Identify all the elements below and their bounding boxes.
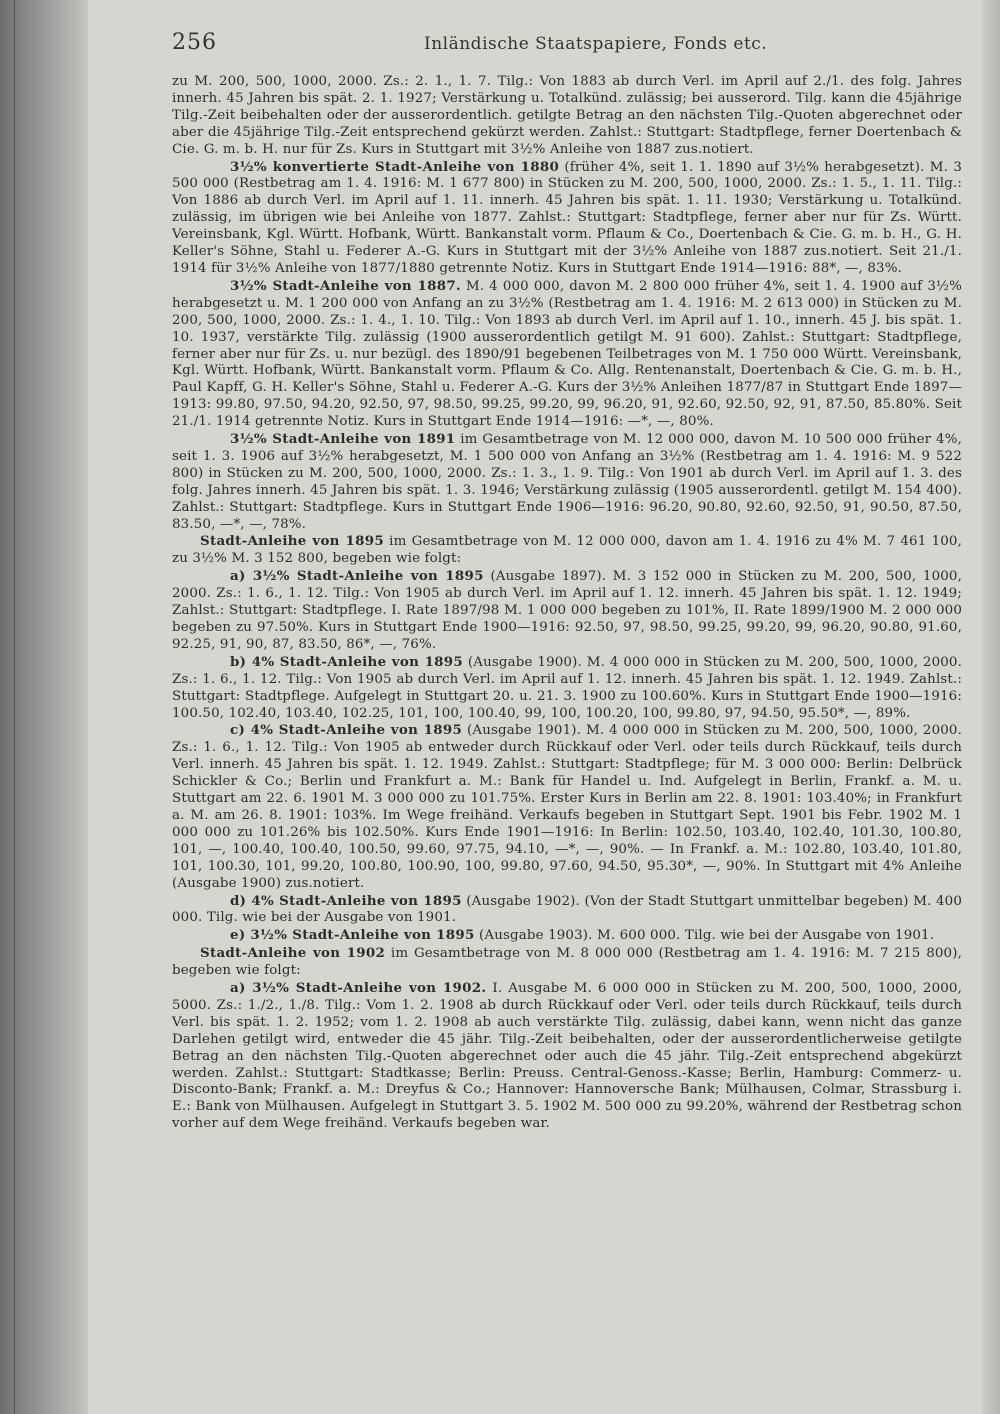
running-header: [172, 30, 952, 60]
paragraph-loan-1895-e: [172, 927, 962, 945]
paragraph-text: M. 4 000 000, davon M. 2 800 000 früher 4%, seit 1. 4. 1900 auf 3½% herabgesetzt u. M. 1 200 000 von Anfang an zu 3½% (Restbetrag am 1. 4. 1916: M. 2 613 000) in Stücken zu M. 200, 500, 1000, 2000. Zs.: 1. 4., 1. 10. Tilg.: Von 1893 ab durch Verl. im April auf 1. 10., innerh. 45 J. bis spät. 1. 10. 1937, verstärkte Tilg. zulässig (1900 ausserordentlich getilgt M. 91 600). Zahlst.: Stuttgart: Stadtpflege, ferner aber nur für Zs. u. nur bezügl. des 1890/91 begebenen Teilbetrages von M. 1 750 000 Württ. Vereinsbank, Kgl. Württ. Hofbank, Württ. Bankanstalt vorm. Pflaum & Co. Allg. Rentenanstalt, Doertenbach & Cie. G. m. b. H., Paul Kapff, G. H. Keller's Söhne, Stahl u. Federer A.-G. Kurs der 3½% Anleihen 1877/87 in Stuttgart Ende 1897—1913: 99.80, 97.50, 94.20, 92.50, 97, 98.50, 99.25, 99.20, 99, 96.20, 91, 92.60, 92.50, 92, 91, 87.50, 85.80%. Seit 21./1. 1914 getrennte Notiz. Kurs in Stuttgart Ende 1914—1916: —*, —, 80%.: [172, 278, 962, 430]
running-title: Inländische Staatspapiere, Fonds etc.: [424, 34, 768, 54]
page-number: 256: [172, 30, 217, 55]
paragraph-heading: b) 4% Stadt-Anleihe von 1895: [230, 653, 464, 670]
paragraph-loan-1887: [172, 278, 962, 431]
paragraph-text: zu M. 200, 500, 1000, 2000. Zs.: 2. 1., 1. 7. Tilg.: Von 1883 ab durch Verl. im April auf 2./1. des folg. Jahres innerh. 45 Jahren bis spät. 2. 1. 1927; Verstärkung u. Totalkünd. zulässig; bei ausserord. Tilg. kann die 45jährige Tilg.-Zeit beibehalten oder der ausserordentlich. getilgte Betrag an den nächsten Tilg.-Quoten abgerechnet oder aber die 45jährige Tilg.-Zeit entsprechend gekürzt werden. Zahlst.: Stuttgart: Stadtpflege, ferner Doertenbach & Cie. G. m. b. H. nur für Zs. Kurs in Stuttgart mit 3½% Anleihe von 1887 zus.notiert.: [172, 74, 962, 157]
paragraph-heading: 3½% konvertierte Stadt-Anleihe von 1880: [230, 158, 560, 175]
paragraph-heading: Stadt-Anleihe von 1895: [200, 533, 384, 550]
paragraph-text: (Ausgabe 1900). M. 4 000 000 in Stücken zu M. 200, 500, 1000, 2000. Zs.: 1. 6., 1. 12. Tilg.: Von 1905 ab durch Verl. im April auf 1. 12. innerh. 45 Jahren bis spät. 1. 12. 1949. Zahlst.: Stuttgart: Stadtpflege. Aufgelegt in Stuttgart 20. u. 21. 3. 1900 zu 100.60%. Kurs in Stuttgart Ende 1900—1916: 100.50, 102.40, 103.40, 102.25, 101, 100, 100.40, 99, 100, 100.20, 100, 99.80, 97, 94.50, 95.50*, —, 89%.: [172, 654, 963, 721]
paragraph-text: (Ausgabe 1903). M. 600 000. Tilg. wie bei der Ausgabe von 1901.: [474, 928, 935, 944]
paragraph-loan-1895-d: [172, 893, 962, 928]
paragraph-loan-1891: [172, 431, 962, 533]
paragraph-heading: d) 4% Stadt-Anleihe von 1895: [230, 892, 462, 909]
page-edge: [982, 0, 1000, 1414]
paragraph-text: I. Ausgabe M. 6 000 000 in Stücken zu M. 200, 500, 1000, 2000, 5000. Zs.: 1./2., 1./8. Tilg.: Vom 1. 2. 1908 ab durch Rückkauf oder Verl. oder teils durch Rückkauf, teils durch Verl. bis spät. 1. 2. 1952; vom 1. 2. 1908 ab auch verstärkte Tilg. zulässig, dabei kann, wenn nicht das ganze Darlehen getilgt wird, entweder die 45 jähr. Tilg.-Zeit beibehalten, oder der ausserordentlicherweise getilgte Betrag an den nächsten Tilg.-Quoten abgerechnet oder auch die 45 jähr. Tilg.-Zeit entsprechend abgekürzt werden. Zahlst.: Stuttgart: Stadtkasse; Berlin: Preuss. Central-Genoss.-Kasse; Berlin, Hamburg: Commerz- u. Disconto-Bank; Frankf. a. M.: Dreyfus & Co.; Hannover: Hannoversche Bank; Mülhausen, Colmar, Strassburg i. E.: Bank von Mülhausen. Aufgelegt in Stuttgart 3. 5. 1902 M. 500 000 zu 99.20%, während der Restbetrag schon vorher auf dem Wege freihänd. Verkaufs begeben war.: [172, 981, 962, 1132]
paragraph-loan-1902: [172, 945, 962, 980]
paragraph-heading: Stadt-Anleihe von 1902: [200, 945, 386, 962]
paragraph-heading: a) 3½% Stadt-Anleihe von 1902.: [230, 980, 487, 997]
paragraph-loan-1895-a: [172, 568, 962, 654]
paragraph-text: im Gesamtbetrage von M. 12 000 000, davon M. 10 500 000 früher 4%, seit 1. 3. 1906 auf 3½% herabgesetzt, M. 1 500 000 von Anfang an 3½% (Restbetrag am 1. 4. 1916: M. 9 522 800) in Stücken zu M. 200, 500, 1000, 2000. Zs.: 1. 3., 1. 9. Tilg.: Von 1901 ab durch Verl. im April auf 1. 3. des folg. Jahres innerh. 45 Jahren bis spät. 1. 3. 1946; Verstärkung zulässig (1905 ausserordentl. getilgt M. 154 400). Zahlst.: Stuttgart: Stadtpflege. Kurs in Stuttgart Ende 1906—1916: 96.20, 90.80, 92.60, 92.50, 91, 90.50, 87.50, 83.50, —*, —, 78%.: [172, 432, 962, 532]
paragraph-heading: 3½% Stadt-Anleihe von 1887.: [230, 277, 461, 294]
paragraph-loan-1895-b: [172, 654, 962, 723]
paragraph-loan-1880: [172, 159, 962, 278]
book-gutter-shadow: [0, 0, 88, 1414]
paragraph-loan-1902-a: [172, 980, 962, 1133]
paragraph-text: (früher 4%, seit 1. 1. 1890 auf 3½% herabgesetzt). M. 3 500 000 (Restbetrag am 1. 4. 1916: M. 1 677 800) in Stücken zu M. 200, 500, 1000, 2000. Zs.: 1. 5., 1. 11. Tilg.: Von 1886 ab durch Verl. im April auf 1. 11. innerh. 45 Jahren bis spät. 1. 11. 1930; Verstärkung u. Totalkünd. zulässig, im übrigen wie bei Anleihe von 1877. Zahlst.: Stuttgart: Stadtpflege, ferner aber nur für Zs. Württ. Vereinsbank, Kgl. Württ. Hofbank, Württ. Bankanstalt vorm. Pflaum & Co., Doertenbach & Cie. G. m. b. H., G. H. Keller's Söhne, Stahl u. Federer A.-G. Kurs in Stuttgart mit der 3½% Anleihe von 1887 zus.notiert. Seit 21./1. 1914 für 3½% Anleihe von 1877/1880 getrennte Notiz. Kurs in Stuttgart Ende 1914—1916: 88*, —, 83%.: [172, 159, 962, 276]
paragraph-heading: a) 3½% Stadt-Anleihe von 1895: [230, 568, 484, 585]
paragraph-text: im Gesamtbetrage von M. 8 000 000 (Restbetrag am 1. 4. 1916: M. 7 215 800), begeben wie folgt:: [172, 946, 962, 979]
paragraph-loan-1895-c: [172, 722, 962, 892]
body-text: [172, 74, 962, 1133]
paragraph-loan-1895: [172, 533, 962, 568]
paragraph-text: (Ausgabe 1901). M. 4 000 000 in Stücken zu M. 200, 500, 1000, 2000. Zs.: 1. 6., 1. 12. Tilg.: Von 1905 ab entweder durch Rückkauf oder Verl. oder teils durch Rückkauf, teils durch Verl. innerh. 45 Jahren bis spät. 1. 12. 1949. Zahlst.: Stuttgart: Stadtpflege; für M. 3 000 000: Berlin: Delbrück Schickler & Co.; Berlin und Frankfurt a. M.: Bank für Handel u. Ind. Aufgelegt in Berlin, Frankf. a. M. u. Stuttgart am 22. 6. 1901 M. 3 000 000 zu 101.75%. Erster Kurs in Berlin am 22. 8. 1901: 103.40%; in Frankfurt a. M. am 26. 8. 1901: 103%. Im Wege freihänd. Verkaufs begeben in Stuttgart Sept. 1901 bis Febr. 1902 M. 1 000 000 zu 101.26% bis 102.50%. Kurs Ende 1901—1916: In Berlin: 102.50, 103.40, 102.40, 101.30, 100.80, 101, —, 100.40, 100.40, 100.50, 99.60, 97.75, 94.10, —*, —, 90%. — In Frankf. a. M.: 102.80, 103.40, 101.80, 101, 100.30, 101, 99.20, 100.80, 100.90, 100, 99.80, 97.60, 94.50, 95.30*, —, 90%. In Stuttgart mit 4% Anleihe (Ausgabe 1900) zus.notiert.: [172, 723, 962, 891]
paragraph-loan-1877-cont: [172, 74, 962, 159]
paragraph-text: (Ausgabe 1902). (Von der Stadt Stuttgart unmittelbar begeben) M. 400 000. Tilg. wie bei der Ausgabe von 1901.: [172, 893, 963, 926]
paragraph-heading: e) 3½% Stadt-Anleihe von 1895: [230, 927, 475, 944]
paragraph-heading: 3½% Stadt-Anleihe von 1891: [230, 431, 456, 448]
paragraph-heading: c) 4% Stadt-Anleihe von 1895: [230, 722, 463, 739]
paragraph-text: im Gesamtbetrage von M. 12 000 000, davon am 1. 4. 1916 zu 4% M. 7 461 100, zu 3½% M. 3 152 800, begeben wie folgt:: [172, 534, 962, 567]
paragraph-text: (Ausgabe 1897). M. 3 152 000 in Stücken zu M. 200, 500, 1000, 2000. Zs.: 1. 6., 1. 12. Tilg.: Von 1905 ab durch Verl. im April auf 1. 12. innerh. 45 Jahren bis spät. 1. 12. 1949; Zahlst.: Stuttgart: Stadtpflege. I. Rate 1897/98 M. 1 000 000 begeben zu 101%, II. Rate 1899/1900 M. 2 000 000 begeben zu 97.50%. Kurs in Stuttgart Ende 1900—1916: 92.50, 97, 98.50, 99.25, 99.20, 99, 96.20, 90.80, 91.60, 92.25, 91, 90, 87, 83.50, 86*, —, 76%.: [172, 569, 962, 652]
